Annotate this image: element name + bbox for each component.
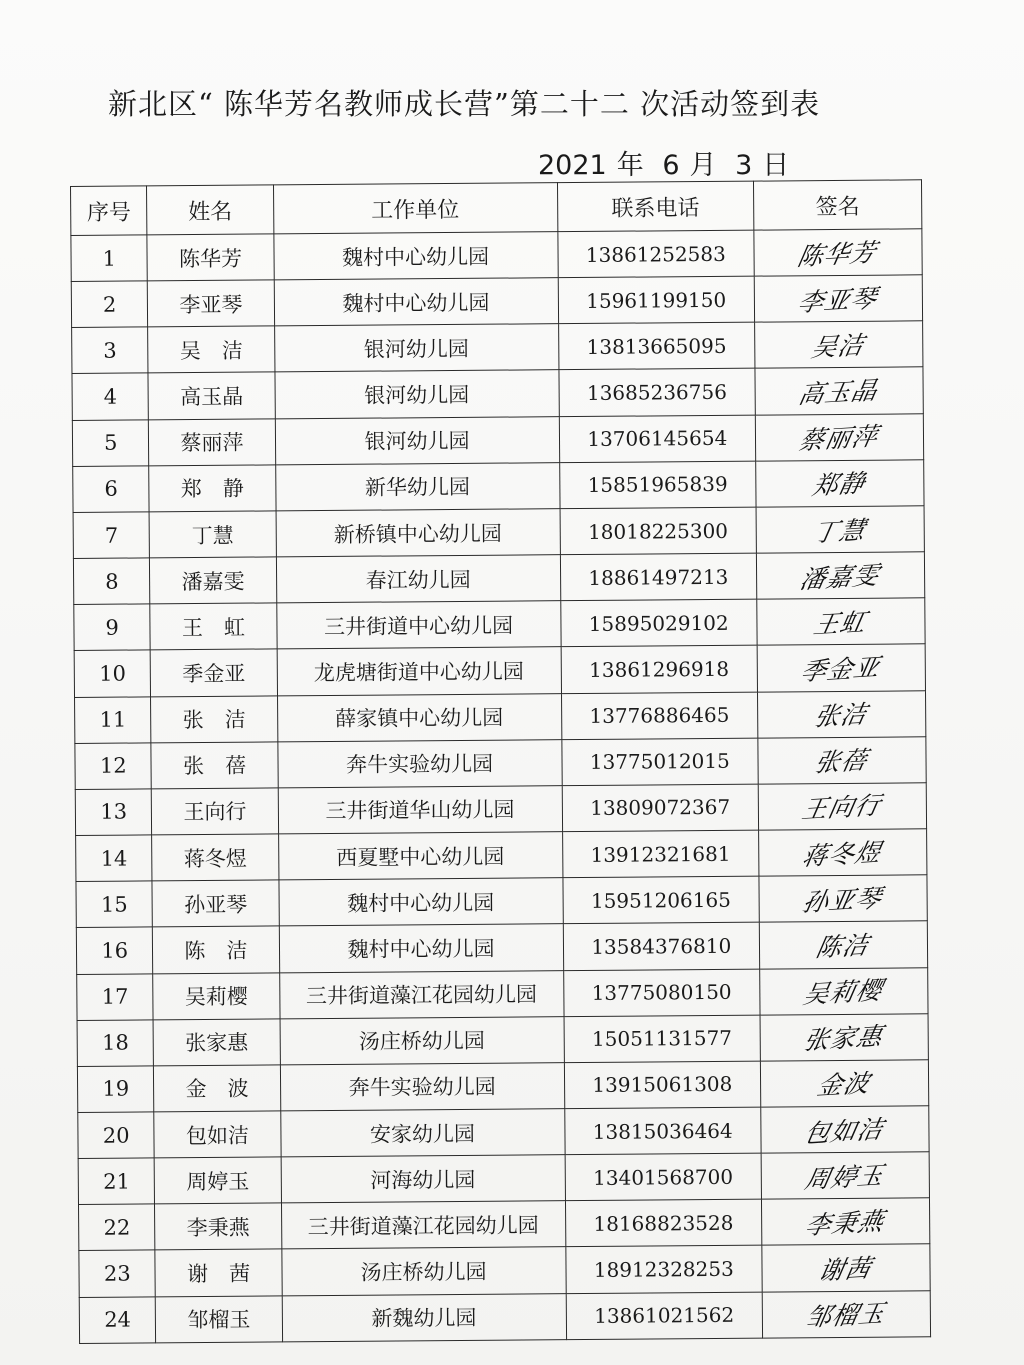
row-index: 11 bbox=[75, 696, 152, 743]
row-name: 包如洁 bbox=[154, 1111, 280, 1158]
attendance-table bbox=[70, 179, 931, 1344]
handwritten-signature: 谢茜 bbox=[816, 1253, 875, 1286]
table-row bbox=[76, 921, 927, 974]
handwritten-signature: 陈华芳 bbox=[795, 237, 880, 271]
row-name: 郑 静 bbox=[149, 465, 275, 512]
row-work-unit: 银河幼儿园 bbox=[274, 324, 558, 372]
row-name: 丁慧 bbox=[150, 511, 276, 558]
table-row bbox=[72, 413, 923, 466]
row-work-unit: 龙虎塘街道中心幼儿园 bbox=[277, 647, 561, 695]
handwritten-signature: 陈洁 bbox=[814, 930, 873, 963]
date-year: 2021 bbox=[538, 150, 607, 181]
row-name: 陈 洁 bbox=[153, 926, 279, 973]
row-index: 1 bbox=[71, 235, 148, 282]
row-phone: 13775012015 bbox=[561, 738, 758, 786]
handwritten-signature: 潘嘉雯 bbox=[798, 560, 883, 594]
row-name: 孙亚琴 bbox=[152, 880, 278, 927]
row-index: 8 bbox=[73, 558, 150, 605]
handwritten-signature: 蒋冬煜 bbox=[800, 837, 885, 871]
row-phone: 18168823528 bbox=[565, 1199, 762, 1247]
row-name: 李秉燕 bbox=[155, 1203, 281, 1250]
row-name: 季金亚 bbox=[151, 649, 277, 696]
row-index: 2 bbox=[71, 281, 148, 328]
row-index: 23 bbox=[79, 1250, 156, 1297]
row-signature-cell bbox=[759, 921, 927, 968]
row-signature-cell bbox=[755, 321, 923, 368]
handwritten-signature: 丁慧 bbox=[810, 514, 869, 548]
row-signature-cell bbox=[761, 1198, 929, 1245]
row-name: 蔡丽萍 bbox=[149, 419, 275, 466]
document-title: 新北区“ 陈华芳名教师成长营”第二十二 次活动签到表 bbox=[108, 87, 821, 121]
date-month: 6 bbox=[662, 150, 680, 181]
row-index: 24 bbox=[79, 1296, 156, 1343]
header-signature: 签名 bbox=[753, 180, 921, 230]
row-index: 16 bbox=[76, 927, 153, 974]
row-work-unit: 三井街道华山幼儿园 bbox=[278, 786, 562, 834]
row-index: 19 bbox=[77, 1066, 154, 1113]
row-phone: 13912321681 bbox=[562, 830, 759, 878]
row-signature-cell bbox=[760, 967, 928, 1014]
row-index: 18 bbox=[77, 1020, 154, 1067]
row-index: 20 bbox=[78, 1112, 155, 1159]
row-phone: 15961199150 bbox=[558, 276, 755, 324]
row-signature-cell bbox=[759, 875, 927, 922]
handwritten-signature: 吴莉樱 bbox=[801, 975, 886, 1010]
row-signature-cell bbox=[758, 783, 926, 830]
row-signature-cell bbox=[757, 690, 925, 737]
row-work-unit: 奔牛实验幼儿园 bbox=[277, 739, 561, 787]
row-signature-cell bbox=[756, 506, 924, 553]
table-row bbox=[74, 598, 925, 651]
handwritten-signature: 包如洁 bbox=[802, 1114, 887, 1148]
row-work-unit: 汤庄桥幼儿园 bbox=[280, 1016, 564, 1064]
row-signature-cell bbox=[761, 1152, 929, 1199]
row-work-unit: 春江幼儿园 bbox=[276, 555, 560, 603]
handwritten-signature: 邹榴玉 bbox=[803, 1298, 889, 1333]
row-name: 王向行 bbox=[152, 788, 278, 835]
row-name: 张 蓓 bbox=[151, 742, 277, 789]
row-index: 13 bbox=[75, 789, 152, 836]
table-header-row bbox=[71, 180, 922, 236]
row-name: 邹榴玉 bbox=[156, 1295, 282, 1342]
row-name: 陈华芳 bbox=[147, 234, 273, 281]
row-name: 吴莉樱 bbox=[153, 972, 279, 1019]
row-phone: 18912328253 bbox=[565, 1246, 762, 1294]
date-year-unit: 年 bbox=[616, 150, 644, 181]
table-row bbox=[71, 229, 922, 282]
row-phone: 15051131577 bbox=[564, 1015, 761, 1063]
row-signature-cell bbox=[759, 829, 927, 876]
row-name: 吴 洁 bbox=[148, 326, 274, 373]
row-signature-cell bbox=[760, 1013, 928, 1060]
row-work-unit: 河海幼儿园 bbox=[281, 1155, 565, 1203]
row-name: 李亚琴 bbox=[148, 280, 274, 327]
row-phone: 15895029102 bbox=[560, 599, 757, 647]
row-work-unit: 三井街道藻江花园幼儿园 bbox=[281, 1201, 565, 1249]
row-work-unit: 三井街道藻江花园幼儿园 bbox=[279, 970, 563, 1018]
row-phone: 13861296918 bbox=[561, 646, 758, 694]
table-row bbox=[78, 1152, 929, 1205]
table-row bbox=[79, 1290, 930, 1343]
table-row bbox=[75, 690, 926, 743]
row-index: 6 bbox=[73, 466, 150, 513]
row-name: 张家惠 bbox=[154, 1019, 280, 1066]
row-work-unit: 魏村中心幼儿园 bbox=[279, 924, 563, 972]
row-phone: 13775080150 bbox=[563, 969, 760, 1017]
header-name: 姓名 bbox=[147, 185, 273, 235]
row-work-unit: 新华幼儿园 bbox=[275, 462, 559, 510]
row-work-unit: 奔牛实验幼儿园 bbox=[280, 1062, 564, 1110]
handwritten-signature: 金波 bbox=[815, 1068, 874, 1101]
row-name: 周婷玉 bbox=[155, 1157, 281, 1204]
table-row bbox=[73, 552, 924, 605]
row-work-unit: 汤庄桥幼儿园 bbox=[281, 1247, 565, 1295]
handwritten-signature: 张洁 bbox=[812, 699, 871, 732]
header-index: 序号 bbox=[71, 186, 148, 236]
row-phone: 18018225300 bbox=[560, 507, 757, 555]
row-signature-cell bbox=[754, 229, 922, 276]
row-work-unit: 银河幼儿园 bbox=[274, 370, 558, 418]
row-work-unit: 银河幼儿园 bbox=[275, 416, 559, 464]
row-phone: 15951206165 bbox=[563, 876, 760, 924]
row-phone: 13813665095 bbox=[558, 322, 755, 370]
row-name: 潘嘉雯 bbox=[150, 557, 276, 604]
row-phone: 15851965839 bbox=[559, 461, 756, 509]
row-phone: 13685236756 bbox=[559, 369, 756, 417]
handwritten-signature: 李秉燕 bbox=[803, 1206, 888, 1241]
row-phone: 13776886465 bbox=[561, 692, 758, 740]
handwritten-signature: 张家惠 bbox=[801, 1021, 887, 1056]
table-row bbox=[77, 1060, 928, 1113]
row-index: 12 bbox=[75, 743, 152, 790]
row-signature-cell bbox=[754, 275, 922, 322]
table-row bbox=[78, 1106, 929, 1159]
handwritten-signature: 季金亚 bbox=[798, 652, 884, 687]
row-work-unit: 魏村中心幼儿园 bbox=[278, 878, 562, 926]
date-month-unit: 月 bbox=[689, 150, 717, 181]
row-signature-cell bbox=[762, 1244, 930, 1291]
table-row bbox=[76, 875, 927, 928]
row-work-unit: 新桥镇中心幼儿园 bbox=[276, 509, 560, 557]
row-index: 4 bbox=[72, 373, 149, 420]
row-signature-cell bbox=[761, 1106, 929, 1153]
date-day-unit: 日 bbox=[762, 150, 790, 181]
table-row bbox=[73, 460, 924, 513]
row-signature-cell bbox=[758, 737, 926, 784]
table-body bbox=[71, 229, 931, 1344]
row-index: 7 bbox=[73, 512, 150, 559]
table-row bbox=[75, 783, 926, 836]
table-row bbox=[74, 644, 925, 697]
header-unit: 工作单位 bbox=[273, 183, 557, 234]
row-name: 王 虹 bbox=[150, 603, 276, 650]
handwritten-signature: 周婷玉 bbox=[802, 1160, 888, 1194]
row-index: 17 bbox=[77, 973, 154, 1020]
row-signature-cell bbox=[757, 644, 925, 691]
row-work-unit: 安家幼儿园 bbox=[280, 1109, 564, 1157]
table-row bbox=[72, 367, 923, 420]
handwritten-signature: 王虹 bbox=[811, 607, 870, 640]
row-index: 14 bbox=[76, 835, 153, 882]
row-phone: 13915061308 bbox=[564, 1061, 761, 1109]
row-phone: 13815036464 bbox=[564, 1107, 761, 1155]
row-work-unit: 魏村中心幼儿园 bbox=[273, 232, 557, 280]
row-signature-cell bbox=[762, 1290, 930, 1338]
handwritten-signature: 高玉晶 bbox=[796, 375, 882, 410]
row-index: 9 bbox=[74, 604, 151, 651]
row-phone: 13809072367 bbox=[562, 784, 759, 832]
table-row bbox=[73, 506, 924, 559]
row-phone: 13861252583 bbox=[557, 230, 754, 278]
table-row bbox=[77, 1013, 928, 1066]
row-phone: 13706145654 bbox=[559, 415, 756, 463]
handwritten-signature: 蔡丽萍 bbox=[797, 421, 882, 456]
handwritten-signature: 郑静 bbox=[810, 468, 869, 501]
table-row bbox=[76, 829, 927, 882]
row-phone: 18861497213 bbox=[560, 553, 757, 601]
row-signature-cell bbox=[760, 1060, 928, 1107]
row-signature-cell bbox=[756, 460, 924, 507]
row-name: 张 洁 bbox=[151, 695, 277, 742]
table-row bbox=[72, 321, 923, 374]
row-phone: 13401568700 bbox=[565, 1153, 762, 1201]
row-index: 21 bbox=[78, 1158, 155, 1205]
row-index: 5 bbox=[72, 420, 149, 467]
row-signature-cell bbox=[755, 367, 923, 414]
row-signature-cell bbox=[756, 552, 924, 599]
table-row bbox=[79, 1244, 930, 1297]
table-row bbox=[71, 275, 922, 328]
row-work-unit: 魏村中心幼儿园 bbox=[274, 278, 558, 326]
row-work-unit: 新魏幼儿园 bbox=[282, 1293, 566, 1342]
row-index: 22 bbox=[79, 1204, 156, 1251]
row-phone: 13584376810 bbox=[563, 922, 760, 970]
row-signature-cell bbox=[755, 413, 923, 460]
row-name: 蒋冬煜 bbox=[152, 834, 278, 881]
row-index: 3 bbox=[72, 327, 149, 374]
table-row bbox=[75, 737, 926, 790]
handwritten-signature: 吴洁 bbox=[809, 330, 868, 363]
date-day: 3 bbox=[735, 150, 753, 181]
table-row bbox=[79, 1198, 930, 1251]
handwritten-signature: 张蓓 bbox=[812, 745, 871, 778]
table-row bbox=[77, 967, 928, 1020]
row-work-unit: 三井街道中心幼儿园 bbox=[276, 601, 560, 649]
row-signature-cell bbox=[757, 598, 925, 645]
row-name: 高玉晶 bbox=[148, 372, 274, 419]
row-name: 谢 茜 bbox=[155, 1249, 281, 1296]
handwritten-signature: 孙亚琴 bbox=[800, 883, 885, 918]
row-work-unit: 西夏墅中心幼儿园 bbox=[278, 832, 562, 880]
row-phone: 13861021562 bbox=[566, 1292, 763, 1340]
document-date bbox=[538, 143, 838, 182]
header-phone: 联系电话 bbox=[557, 181, 754, 232]
row-work-unit: 薛家镇中心幼儿园 bbox=[277, 693, 561, 741]
row-index: 10 bbox=[74, 650, 151, 697]
handwritten-signature: 李亚琴 bbox=[795, 283, 881, 318]
row-index: 15 bbox=[76, 881, 153, 928]
row-name: 金 波 bbox=[154, 1065, 280, 1112]
handwritten-signature: 王向行 bbox=[799, 791, 885, 825]
